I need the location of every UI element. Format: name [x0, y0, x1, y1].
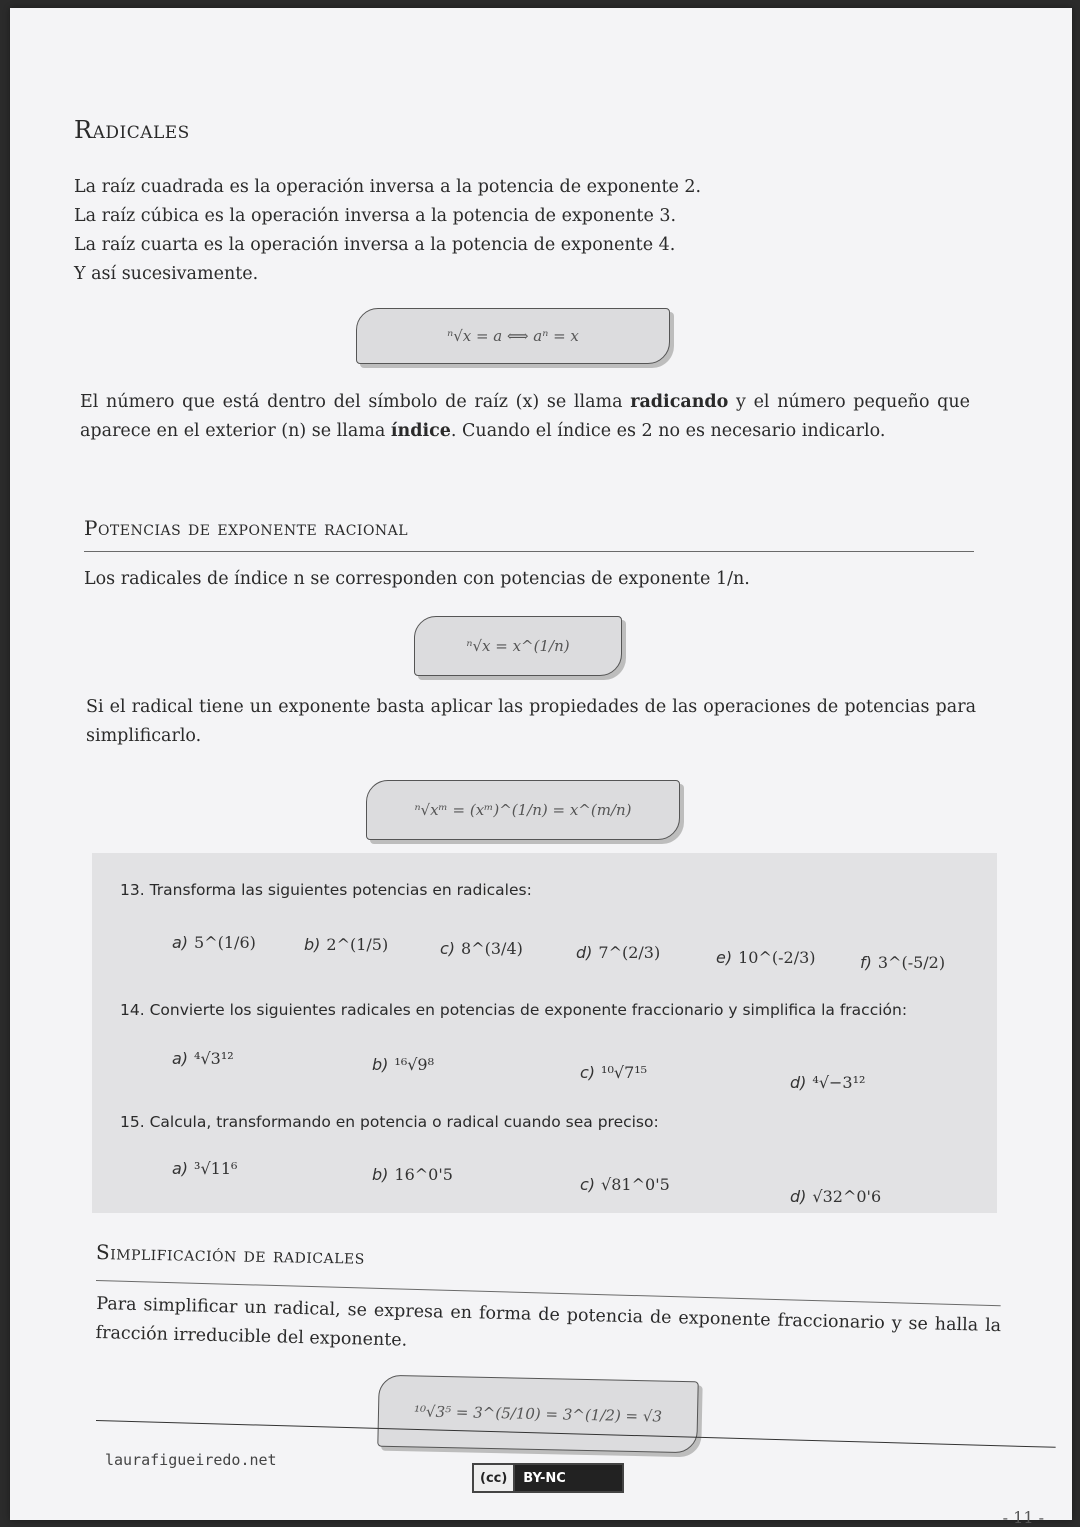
- item-value: ¹⁰√7¹⁵: [601, 1063, 648, 1082]
- item-value: 10^(-2/3): [738, 948, 816, 967]
- exercise-15-item-a: [172, 1159, 237, 1178]
- item-value: 16^0'5: [394, 1165, 453, 1184]
- radicando-indice-paragraph: [80, 388, 970, 446]
- intro-line-3: La raíz cuarta es la operación inversa a la potencia de exponente 4.: [74, 235, 676, 255]
- item-value: ⁴√3¹²: [194, 1049, 234, 1068]
- intro-line-1: La raíz cuadrada es la operación inversa a la potencia de exponente 2.: [74, 177, 702, 197]
- cc-license-badge: [472, 1463, 624, 1493]
- item-value: 3^(-5/2): [877, 953, 946, 972]
- item-value: √32^0'6: [812, 1187, 882, 1206]
- formula-power-root-text: ⁿ√xᵐ = (xᵐ)^(1/n) = x^(m/n): [414, 801, 632, 819]
- item-label: b): [372, 1055, 389, 1074]
- cc-icon: (cc): [474, 1465, 515, 1491]
- intro-line-4: Y así sucesivamente.: [74, 264, 259, 284]
- desc-text-a: El número que está dentro del símbolo de raíz (x) se llama: [80, 392, 631, 412]
- page-number: - 11 -: [1002, 1508, 1044, 1527]
- item-value: √81^0'5: [601, 1175, 670, 1194]
- item-value: 2^(1/5): [326, 935, 389, 954]
- formula-fractional-exponent: [414, 616, 622, 676]
- item-value: 8^(3/4): [461, 939, 523, 958]
- subsection-rule: [84, 551, 974, 552]
- exercise-14-item-c: [580, 1063, 647, 1082]
- exercise-14-item-d: [790, 1073, 865, 1092]
- item-value: ¹⁶√9⁸: [394, 1055, 435, 1074]
- exercise-15-item-d: [790, 1187, 881, 1206]
- exercise-14-item-b: [372, 1055, 434, 1074]
- exercise-15-item-b: [372, 1165, 453, 1184]
- exercise-13-item-d: [576, 943, 660, 962]
- formula-root-definition-text: ⁿ√x = a ⟺ aⁿ = x: [447, 327, 579, 345]
- exercise-13-item-a: [172, 933, 256, 952]
- cc-license-label: BY-NC: [523, 1470, 566, 1486]
- item-label: a): [172, 1159, 189, 1178]
- formula-simplification: [377, 1375, 698, 1454]
- item-value: 5^(1/6): [194, 933, 256, 952]
- intro-line-2: La raíz cúbica es la operación inversa a la potencia de exponente 3.: [74, 206, 677, 226]
- subsection-title-simplificacion: Simplificación de radicales: [95, 1240, 366, 1269]
- formula-fractional-exponent-text: ⁿ√x = x^(1/n): [466, 637, 570, 655]
- desc-text-e: . Cuando el índice es 2 no es necesario indicarlo.: [450, 421, 886, 441]
- item-label: a): [172, 933, 189, 952]
- exercise-13-prompt: 13. Transforma las siguientes potencias en radicales:: [120, 881, 532, 899]
- item-label: a): [172, 1049, 189, 1068]
- exercise-13-item-c: [440, 939, 523, 958]
- intro-paragraph: [74, 173, 794, 289]
- exercise-15-prompt: 15. Calcula, transformando en potencia o radical cuando sea preciso:: [120, 1113, 659, 1131]
- item-label: d): [790, 1073, 807, 1092]
- item-label: d): [790, 1187, 807, 1206]
- document-page: [10, 8, 1072, 1527]
- item-label: b): [372, 1165, 389, 1184]
- desc-text-c: y el número pequeño que aparece en el exterior (n) se llama: [80, 392, 970, 441]
- exercise-14-item-a: [172, 1049, 234, 1068]
- subsection-title-potencias: Potencias de exponente racional: [84, 516, 409, 540]
- item-value: 7^(2/3): [598, 943, 661, 962]
- formula-root-definition: [356, 308, 670, 364]
- exercises-block: [92, 853, 997, 1213]
- item-label: c): [580, 1063, 596, 1082]
- formula-power-root: [366, 780, 680, 840]
- simplify-exponent-paragraph: Si el radical tiene un exponente basta aplicar las propiedades de las operaciones de potencias para simplificarlo.: [86, 697, 976, 746]
- item-label: f): [860, 953, 872, 972]
- item-value: ³√11⁶: [194, 1159, 238, 1178]
- formula-simplification-text: ¹⁰√3⁵ = 3^(5/10) = 3^(1/2) = √3: [413, 1402, 663, 1426]
- item-value: ⁴√−3¹²: [812, 1073, 866, 1092]
- simplificacion-paragraph: Para simplificar un radical, se expresa en forma de potencia de exponente fraccionario y se halla la fracción irreducible del exponente.: [95, 1294, 1002, 1351]
- term-indice: índice: [390, 421, 451, 441]
- exercise-13-item-f: [860, 953, 945, 972]
- term-radicando: radicando: [630, 392, 729, 412]
- item-label: c): [440, 939, 456, 958]
- exercise-15-item-c: [580, 1175, 670, 1194]
- item-label: b): [304, 935, 321, 954]
- potencias-text: Los radicales de índice n se corresponden con potencias de exponente 1/n.: [84, 569, 750, 589]
- exercise-14-prompt: 14. Convierte los siguientes radicales en potencias de exponente fraccionario y simplifica la fracción:: [120, 1001, 908, 1019]
- exercise-13-item-b: [304, 935, 388, 954]
- footer-url: laurafigueiredo.net: [105, 1451, 277, 1469]
- section-title-radicales: Radicales: [74, 116, 190, 144]
- item-label: c): [580, 1175, 596, 1194]
- item-label: e): [716, 948, 733, 967]
- item-label: d): [576, 943, 593, 962]
- exercise-13-item-e: [716, 948, 816, 967]
